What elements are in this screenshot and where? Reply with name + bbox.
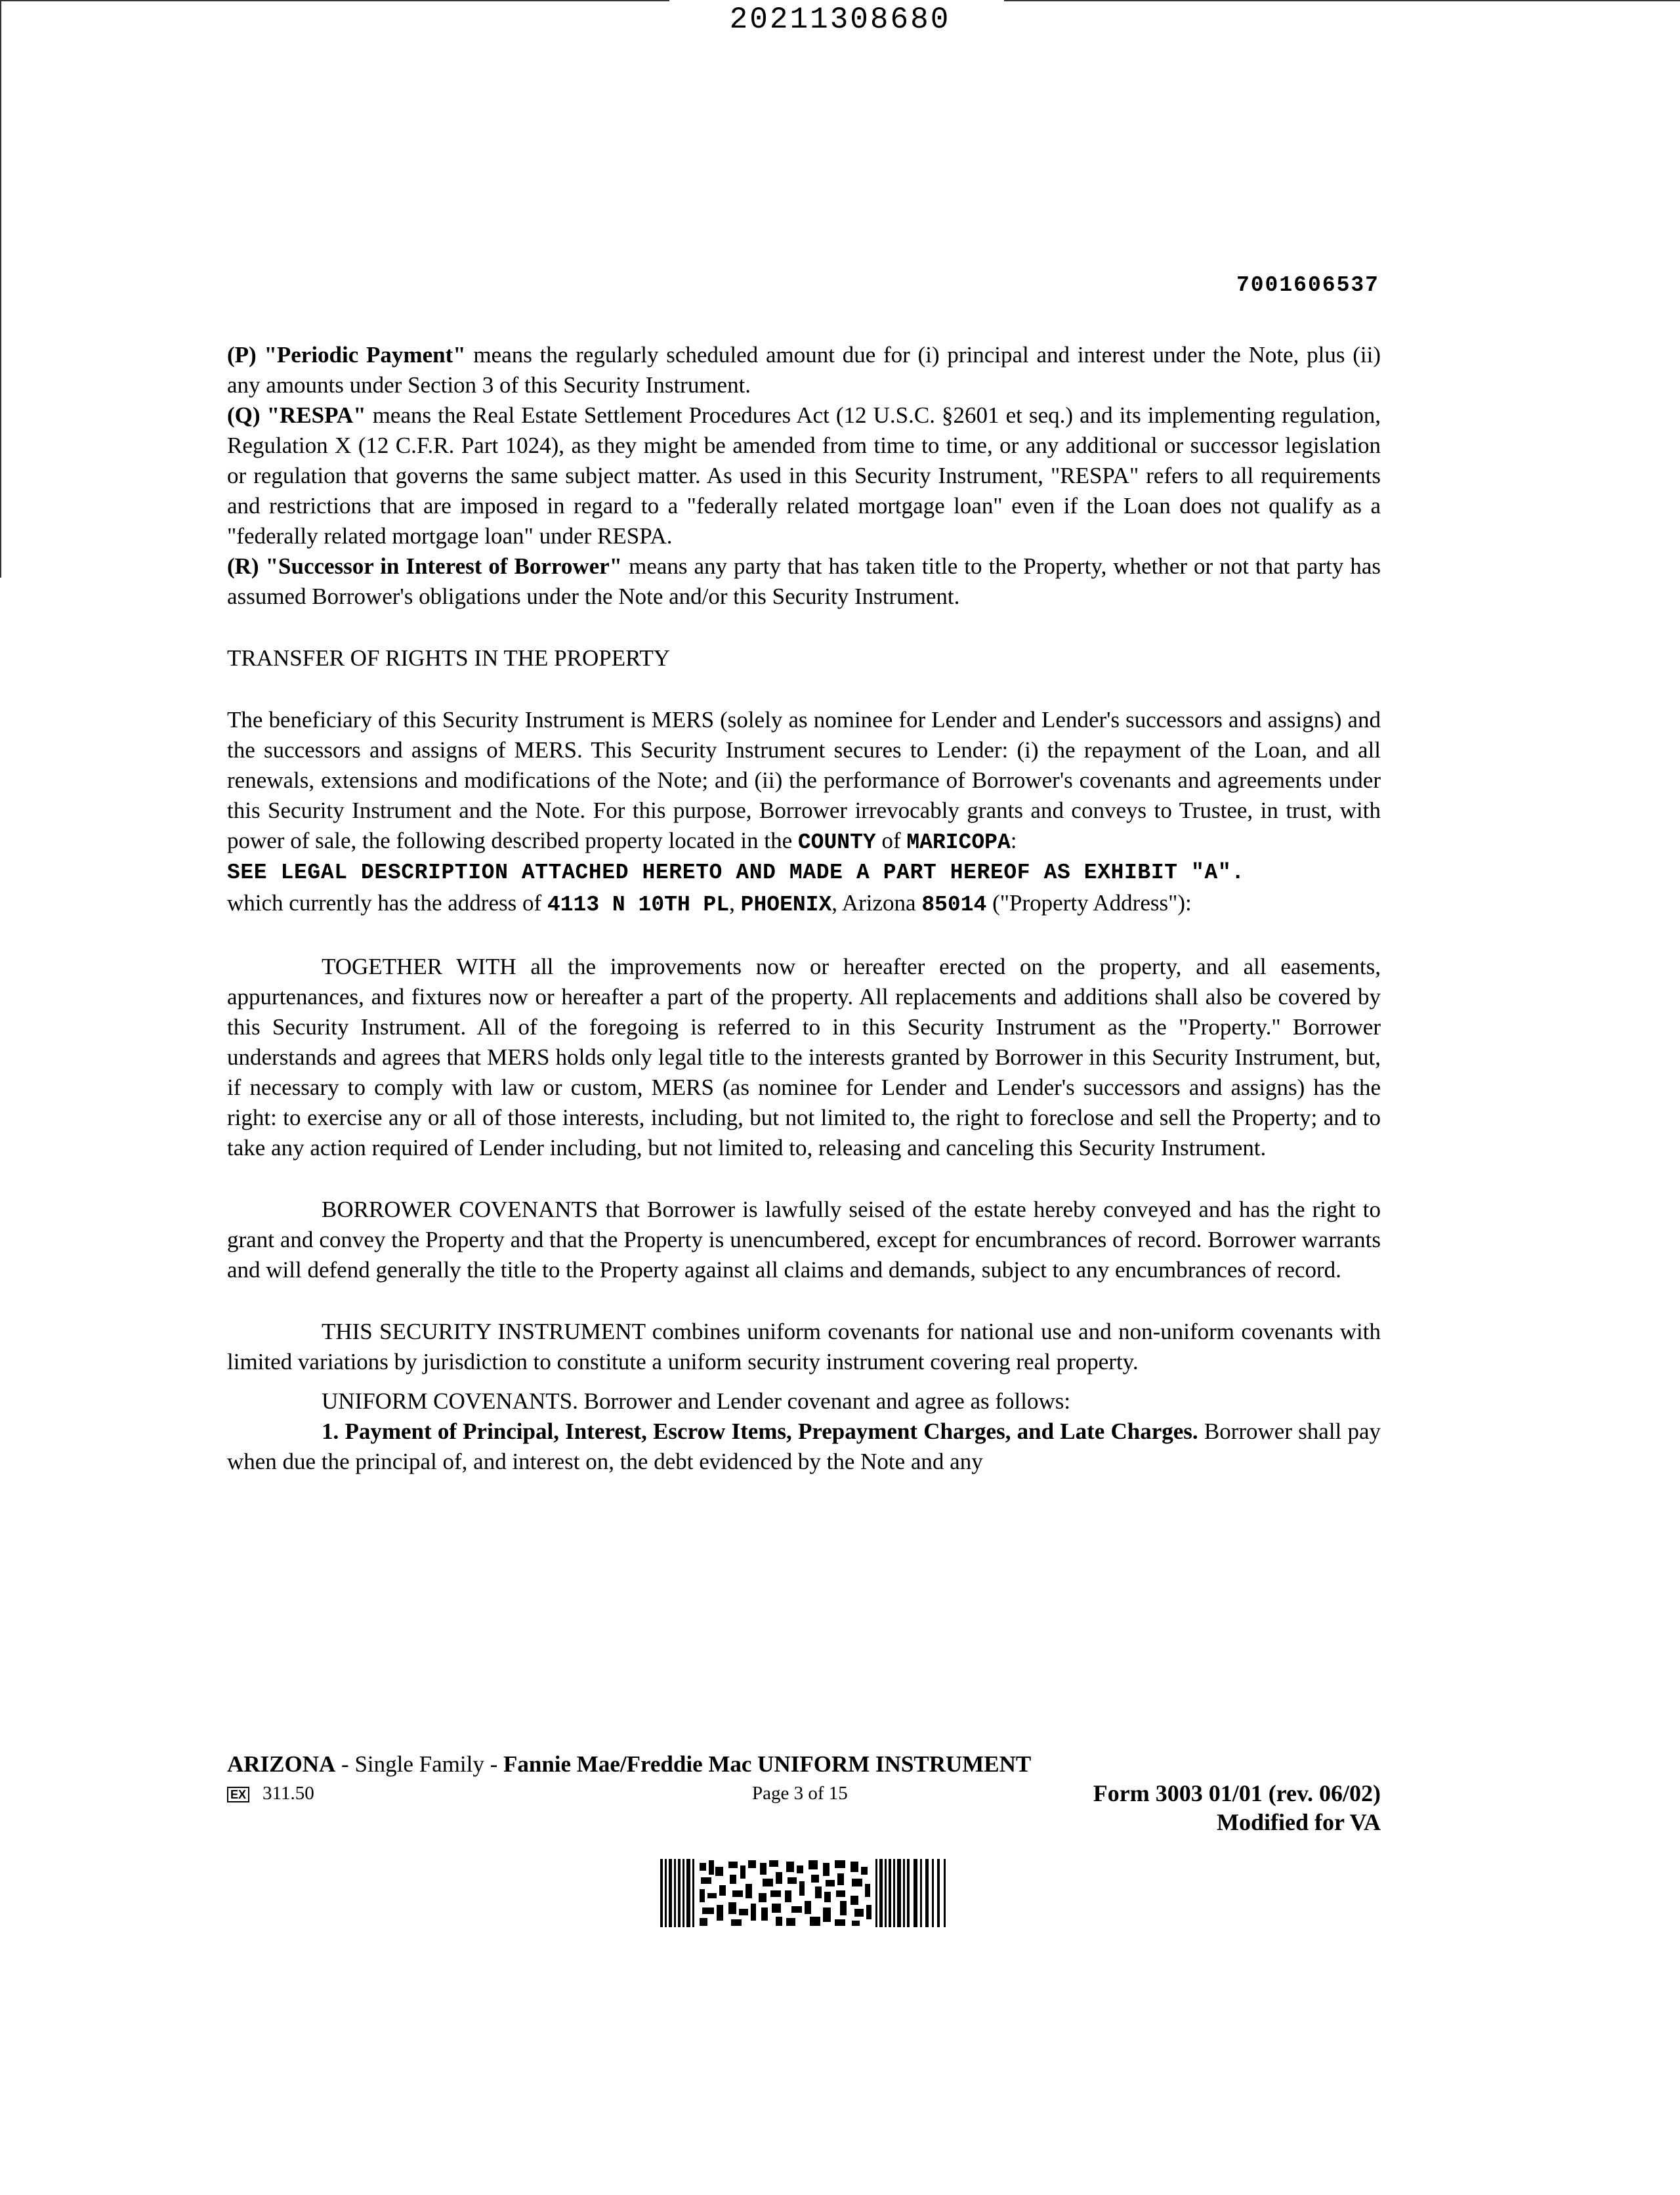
loan-number: 7001606537 — [1236, 273, 1379, 297]
definition-r-text: means any party that has taken title to the Property, whether or not that party has assumed Borrower's obligations under the Note and/or this Security Instrument. — [227, 553, 1381, 609]
uniform-covenants-paragraph: UNIFORM COVENANTS. Borrower and Lender covenant and agree as follows: — [322, 1388, 1071, 1414]
transfer-heading: TRANSFER OF RIGHTS IN THE PROPERTY — [227, 645, 670, 671]
address-comma: , — [729, 890, 741, 916]
city: PHOENIX — [740, 893, 832, 917]
section-1-text: Borrower shall pay when due the principal of, and interest on, the debt evidenced by the Note and any — [227, 1418, 1381, 1474]
colon: : — [1010, 828, 1017, 853]
county-label: COUNTY — [797, 830, 876, 855]
ex-logo-icon: EX — [227, 1787, 249, 1802]
street-address: 4113 N 10TH PL — [547, 893, 730, 917]
legal-description: SEE LEGAL DESCRIPTION ATTACHED HERETO AND MADE A PART HEREOF AS EXHIBIT "A". — [227, 861, 1245, 885]
transfer-text: The beneficiary of this Security Instrument is MERS (solely as nominee for Lender and Lender's successors and assigns) and the successors and assigns of MERS. This Security Instrument secures to Lender: (i) the repayment of the Loan, and all renewals, extensions and modifications of the Note; and (ii) the performance of Borrower's covenants and agreements under this Security Instrument and the Note. For this purpose, Borrower irrevocably grants and conveys to Trustee, in trust, with power of sale, the following described property located in the — [227, 707, 1381, 853]
address-suffix: ("Property Address"): — [986, 890, 1192, 916]
definition-p-label: (P) "Periodic Payment" — [227, 342, 466, 368]
borrower-covenants-paragraph: BORROWER COVENANTS that Borrower is lawfully seised of the estate hereby conveyed and has the right to grant and convey the Property and that the Property is unencumbered, except for encumbrances of record. Borrower warrants and will defend generally the title to the Property against all claims and demands, subject to any encumbrances of record. — [227, 1197, 1381, 1283]
form-number: Form 3003 01/01 (rev. 06/02) — [1093, 1780, 1381, 1806]
definition-p — [227, 340, 1381, 400]
recording-number: 20211308680 — [729, 3, 951, 37]
definition-q-label: (Q) "RESPA" — [227, 402, 366, 428]
footer-instrument: Fannie Mae/Freddie Mac UNIFORM INSTRUMENT — [503, 1751, 1032, 1777]
footer-separator: - Single Family - — [335, 1751, 503, 1777]
definition-q-text: means the Real Estate Settlement Procedures Act (12 U.S.C. §2601 et seq.) and its implementing regulation, Regulation X (12 C.F.R. Part 1024), as they might be amended from time to time, or any additional or successor legislation or regulation that governs the same subject matter. As used in this Security Instrument, "RESPA" refers to all requirements and restrictions that are imposed in regard to a "federally related mortgage loan" even if the Loan does not qualify as a "federally related mortgage loan" under RESPA. — [227, 402, 1381, 549]
zip-code: 85014 — [921, 893, 987, 917]
property-address-line — [227, 888, 1381, 920]
form-footer — [227, 1750, 1381, 1837]
together-with-paragraph: TOGETHER WITH all the improvements now or hereafter erected on the property, and all easements, appurtenances, and fixtures now or hereafter a part of the property. All replacements and additions shall also be covered by this Security Instrument. All of the foregoing is referred to in this Security Instrument as the "Property." Borrower understands and agrees that MERS holds only legal title to the interests granted by Borrower in this Security Instrument, but, if necessary to comply with law or custom, MERS (as nominee for Lender and Lender's successors and assigns) has the right: to exercise any or all of those interests, including, but not limited to, the right to foreclose and sell the Property; and to take any action required of Lender including, but not limited to, releasing and canceling this Security Instrument. — [227, 954, 1381, 1161]
this-security-paragraph: THIS SECURITY INSTRUMENT combines uniform covenants for national use and non-uniform covenants with limited variations by jurisdiction to constitute a uniform security instrument covering real property. — [227, 1319, 1381, 1375]
section-1-title: 1. Payment of Principal, Interest, Escrow Items, Prepayment Charges, and Late Charges. — [322, 1418, 1198, 1444]
page-number: Page 3 of 15 — [752, 1783, 848, 1804]
transfer-paragraph — [227, 705, 1381, 858]
definition-p-text: means the regularly scheduled amount due for (i) principal and interest under the Note, plus (ii) any amounts under Section 3 of this Security Instrument. — [227, 342, 1381, 398]
footer-title-line — [227, 1750, 1381, 1779]
state-text: , Arizona — [831, 890, 922, 916]
footer-state: ARIZONA — [227, 1751, 336, 1777]
county-name: MARICOPA — [906, 830, 1011, 855]
scan-edge-left — [0, 0, 1, 578]
barcode-icon — [660, 1859, 949, 1927]
definition-q — [227, 400, 1381, 551]
address-prefix: which currently has the address of — [227, 890, 547, 916]
of-text: of — [875, 828, 907, 853]
document-body — [227, 340, 1381, 1477]
form-code: 311.50 — [262, 1783, 314, 1804]
section-1-paragraph — [227, 1417, 1381, 1477]
modified-note: Modified for VA — [1216, 1809, 1381, 1835]
definition-r-label: (R) "Successor in Interest of Borrower" — [227, 553, 623, 579]
definition-r — [227, 551, 1381, 612]
footer-code-line — [227, 1779, 1381, 1808]
